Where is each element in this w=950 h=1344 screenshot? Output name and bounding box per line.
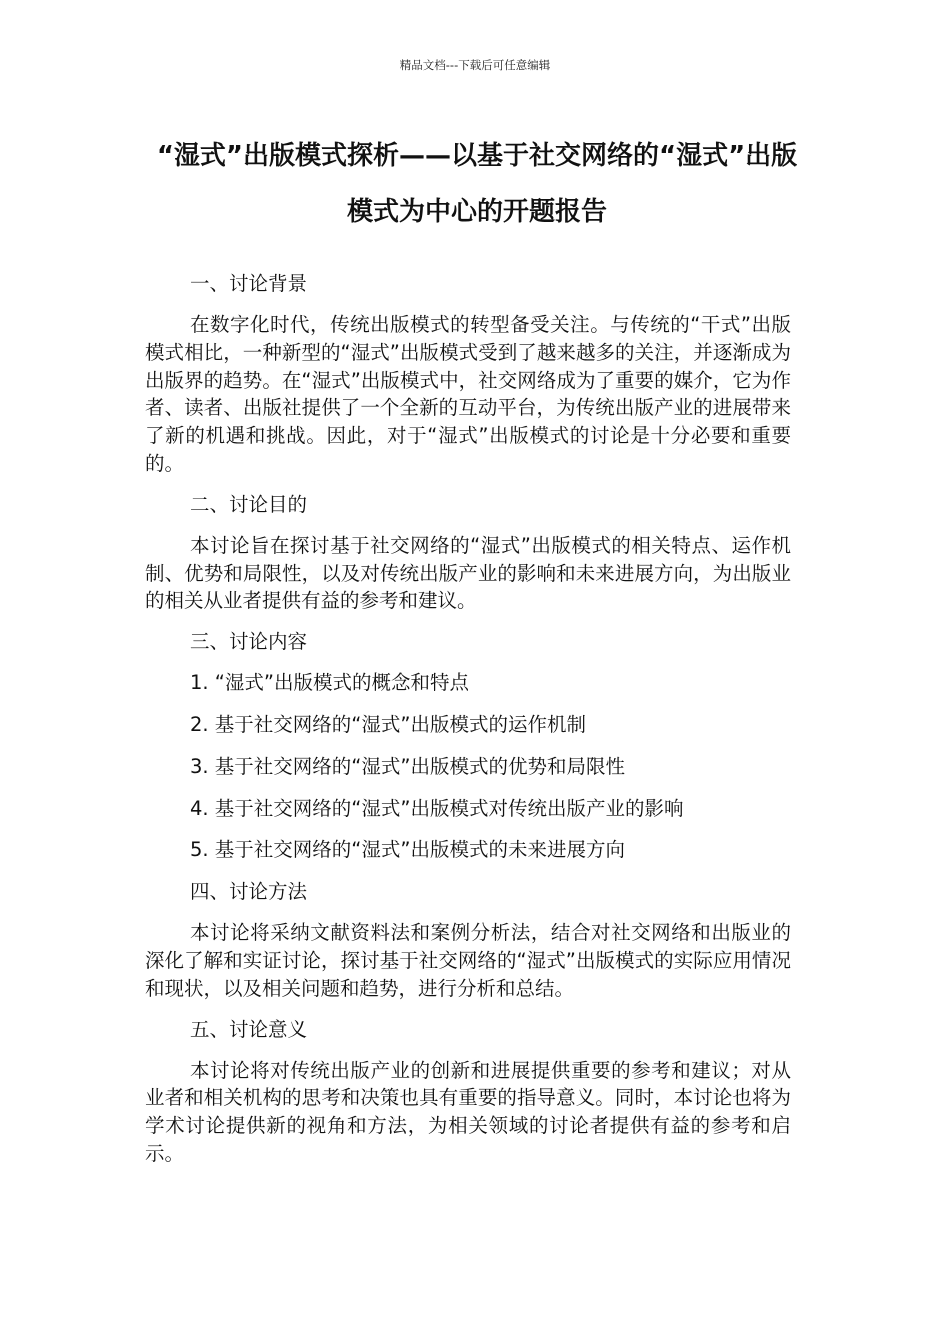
section-text-method: 本讨论将采纳文献资料法和案例分析法，结合对社交网络和出版业的深化了解和实证讨论，探讨基于社交网络的“湿式”出版模式的实际应用情况和现状，以及相关问题和趋势，进行分析和总结。	[145, 921, 791, 1000]
content-list-item: 3. 基于社交网络的“湿式”出版模式的优势和局限性	[190, 754, 626, 778]
document-body	[145, 270, 791, 1181]
content-list-item: 2. 基于社交网络的“湿式”出版模式的运作机制	[190, 712, 587, 736]
section-heading-method: 四、讨论方法	[190, 880, 308, 904]
section-heading-background: 一、讨论背景	[190, 272, 308, 295]
content-list-item: 5. 基于社交网络的“湿式”出版模式的未来进展方向	[190, 838, 626, 862]
section-text-significance: 本讨论将对传统出版产业的创新和进展提供重要的参考和建议；对从业者和相关机构的思考和决策也具有重要的指导意义。同时，本讨论也将为学术讨论提供新的视角和方法，为相关领域的讨论者提供有益的参考和启示。	[145, 1058, 791, 1165]
section-heading-significance: 五、讨论意义	[190, 1017, 308, 1041]
page-header-note: 精品文档---下载后可任意编辑	[399, 58, 551, 72]
content-list-item: 4. 基于社交网络的“湿式”出版模式对传统出版产业的影响	[190, 796, 684, 820]
section-heading-content: 三、讨论内容	[190, 630, 308, 654]
section-text-background: 在数字化时代，传统出版模式的转型备受关注。与传统的“干式”出版模式相比，一种新型的“湿式”出版模式受到了越来越多的关注，并逐渐成为出版界的趋势。在“湿式”出版模式中，社交网络成为了重要的媒介，它为作者、读者、出版社提供了一个全新的互动平台，为传统出版产业的进展带来了新的机遇和挑战。因此，对于“湿式”出版模式的讨论是十分必要和重要的。	[145, 313, 791, 475]
section-heading-purpose: 二、讨论目的	[190, 492, 308, 516]
content-list-item: 1. “湿式”出版模式的概念和特点	[190, 671, 470, 695]
section-text-purpose: 本讨论旨在探讨基于社交网络的“湿式”出版模式的相关特点、运作机制、优势和局限性，以及对传统出版产业的影响和未来进展方向，为出版业的相关从业者提供有益的参考和建议。	[145, 533, 791, 613]
document-title: “湿式”出版模式探析——以基于社交网络的“湿式”出版模式为中心的开题报告	[156, 141, 798, 227]
